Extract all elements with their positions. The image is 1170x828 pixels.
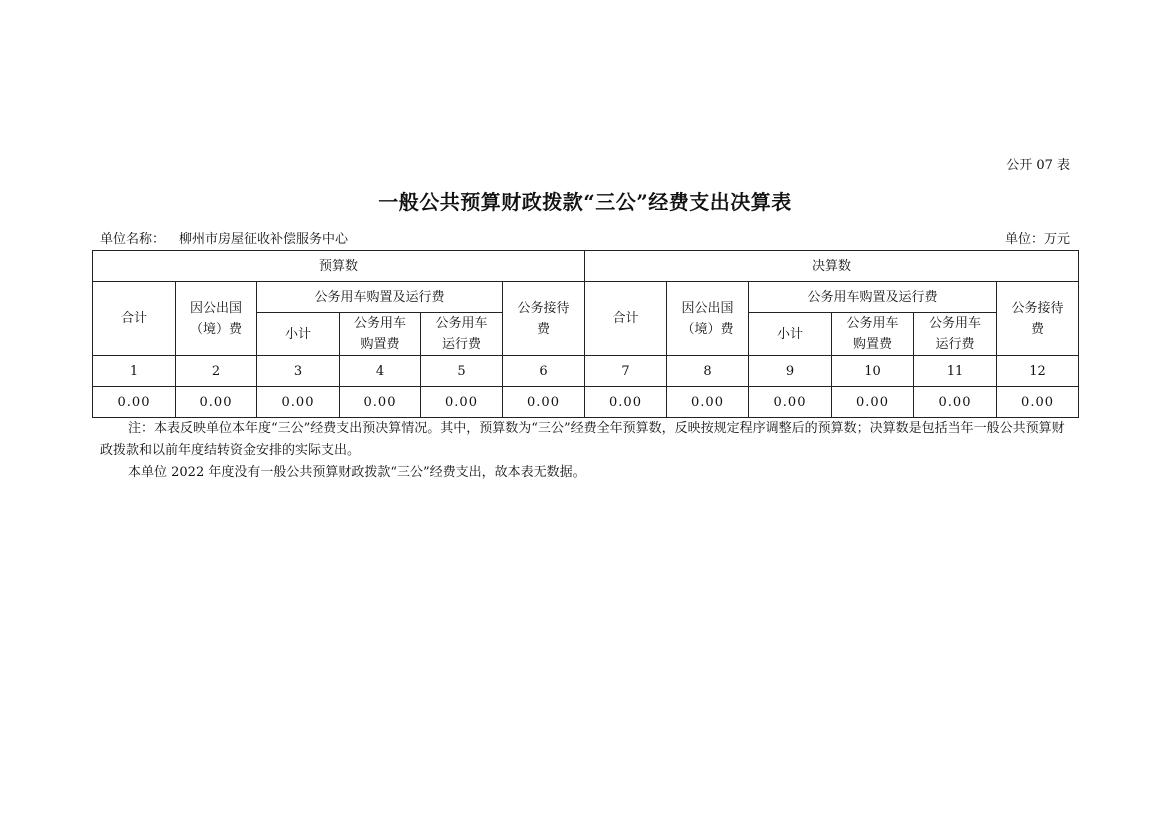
value-cell: 0.00 <box>585 387 667 418</box>
value-cell: 0.00 <box>503 387 585 418</box>
value-cell: 0.00 <box>914 387 997 418</box>
index-row <box>93 356 1079 387</box>
budget-abroad-header: 因公出国 （境）费 <box>176 282 257 356</box>
value-cell: 0.00 <box>997 387 1079 418</box>
index-cell: 4 <box>340 356 421 387</box>
value-cell: 0.00 <box>340 387 421 418</box>
value-cell: 0.00 <box>421 387 503 418</box>
value-cell: 0.00 <box>257 387 340 418</box>
value-cell: 0.00 <box>176 387 257 418</box>
index-cell: 9 <box>749 356 832 387</box>
index-cell: 3 <box>257 356 340 387</box>
index-cell: 6 <box>503 356 585 387</box>
page-title: 一般公共预算财政拨款“三公”经费支出决算表 <box>378 190 792 214</box>
unit-name-line <box>100 228 348 247</box>
index-cell: 1 <box>93 356 176 387</box>
final-vehicle-purchase-header: 公务用车 购置费 <box>832 313 914 356</box>
value-cell: 0.00 <box>667 387 749 418</box>
value-row <box>93 387 1079 418</box>
final-abroad-header: 因公出国 （境）费 <box>667 282 749 356</box>
index-cell: 11 <box>914 356 997 387</box>
currency-unit: 单位：万元 <box>1004 232 1070 247</box>
final-vehicle-operation-header: 公务用车 运行费 <box>914 313 997 356</box>
header-row-middle <box>93 282 1079 313</box>
index-cell: 2 <box>176 356 257 387</box>
index-cell: 5 <box>421 356 503 387</box>
unit-name-value: 柳州市房屋征收补偿服务中心 <box>179 232 349 247</box>
final-subtotal-header: 小计 <box>749 313 832 356</box>
three-public-expenses-table <box>92 250 1079 418</box>
final-total-header: 合计 <box>585 282 667 356</box>
table-note: 注：本表反映单位本年度“三公”经费支出预决算情况。其中，预算数为“三公”经费全年预算数，反映按规定程序调整后的预算数；决算数是包括当年一般公共预算财政拨款和以前年度结转资金安排的实际支出。 <box>100 421 1065 458</box>
budget-total-header: 合计 <box>93 282 176 356</box>
value-cell: 0.00 <box>832 387 914 418</box>
budget-vehicle-group-header: 公务用车购置及运行费 <box>257 282 503 313</box>
value-cell: 0.00 <box>93 387 176 418</box>
final-reception-header: 公务接待 费 <box>997 282 1079 356</box>
final-vehicle-group-header: 公务用车购置及运行费 <box>749 282 997 313</box>
index-cell: 10 <box>832 356 914 387</box>
index-cell: 7 <box>585 356 667 387</box>
index-cell: 8 <box>667 356 749 387</box>
header-row-top <box>93 251 1079 282</box>
budget-header: 预算数 <box>93 251 585 282</box>
index-cell: 12 <box>997 356 1079 387</box>
form-code: 公开 07 表 <box>1006 158 1070 173</box>
budget-vehicle-operation-header: 公务用车 运行费 <box>421 313 503 356</box>
no-data-statement: 本单位 2022 年度没有一般公共预算财政拨款“三公”经费支出，故本表无数据。 <box>128 465 586 480</box>
final-header: 决算数 <box>585 251 1079 282</box>
budget-reception-header: 公务接待 费 <box>503 282 585 356</box>
budget-vehicle-purchase-header: 公务用车 购置费 <box>340 313 421 356</box>
value-cell: 0.00 <box>749 387 832 418</box>
unit-name-label: 单位名称： <box>100 232 166 247</box>
budget-subtotal-header: 小计 <box>257 313 340 356</box>
